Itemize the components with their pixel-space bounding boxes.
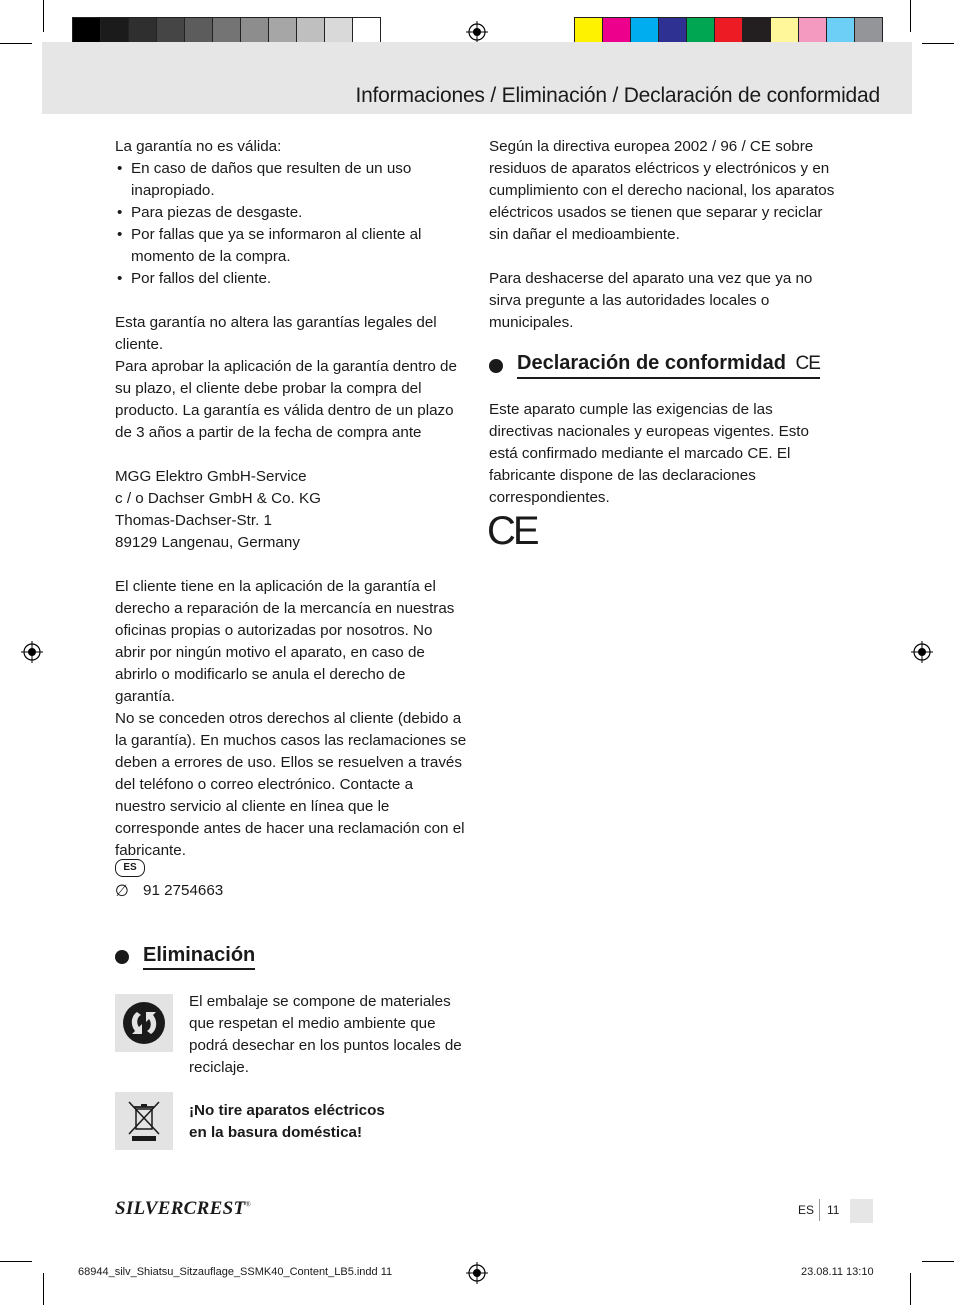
file-slug: 68944_silv_Shiatsu_Sitzauflage_SSMK40_Content_LB5.indd 11: [78, 1266, 393, 1278]
conformity-heading: [489, 352, 820, 379]
green-dot-recycling-icon: [115, 994, 173, 1052]
registration-mark-icon: [466, 1262, 488, 1284]
phone-number: 91 2754663: [143, 882, 224, 899]
color-swatch: [686, 17, 715, 45]
weee-warning-line: ¡No tire aparatos eléctricos: [189, 1102, 385, 1119]
address-line: c / o Dachser GmbH & Co. KG: [115, 490, 321, 507]
page-tab: [850, 1199, 873, 1223]
color-swatch: [714, 17, 743, 45]
color-swatch: [574, 17, 603, 45]
elimination-title: Eliminación: [143, 944, 255, 970]
color-swatch: [798, 17, 827, 45]
phone-icon: ∅: [115, 883, 129, 900]
print-datetime: 23.08.11 13:10: [801, 1266, 874, 1278]
color-swatch: [240, 17, 269, 45]
address-line: MGG Elektro GmbH-Service: [115, 468, 307, 485]
color-swatch: [770, 17, 799, 45]
registration-mark-icon: [466, 21, 488, 43]
color-swatch: [268, 17, 297, 45]
crop-mark: [0, 1261, 32, 1262]
registration-mark-icon: [21, 641, 43, 663]
elimination-heading: [115, 944, 255, 970]
warranty-invalid-title: La garantía no es válida:: [115, 138, 282, 155]
crop-mark: [910, 0, 911, 32]
list-item: • En caso de daños que resulten de un uso inapropiado.: [115, 158, 467, 202]
right-column: [489, 136, 841, 334]
bullet-dot-icon: [115, 950, 129, 964]
weee-warning: [189, 1100, 464, 1144]
ce-mark-small-icon: CE: [795, 353, 820, 374]
warranty-invalid-list: [115, 158, 467, 290]
weee-icon-box: [115, 1092, 173, 1150]
crop-mark: [910, 1273, 911, 1305]
color-swatch: [212, 17, 241, 45]
brand-logo: SILVERCREST®: [115, 1198, 251, 1219]
color-swatch: [324, 17, 353, 45]
color-swatch: [742, 17, 771, 45]
color-swatch: [854, 17, 883, 45]
apply-paragraph: Para aprobar la aplicación de la garantía dentro de su plazo, el cliente debe probar la compra del producto. La garantía es válida dentro de un plazo de 3 años a partir de la fecha de compra ante: [115, 358, 457, 441]
color-swatch: [826, 17, 855, 45]
color-swatch: [658, 17, 687, 45]
color-swatch: [100, 17, 129, 45]
list-item: • Para piezas de desgaste.: [115, 202, 467, 224]
process-color-bar: [575, 17, 883, 45]
left-column: [115, 136, 467, 862]
conformity-paragraph: Este aparato cumple las exigencias de las directivas nacionales y europeas vigentes. Esto está confirmado mediante el marcado CE. El fabricante dispone de las declaraciones correspondientes.: [489, 401, 809, 506]
no-rights-paragraph: No se conceden otros derechos al cliente (debido a la garantía). En muchos casos las reclamaciones se deben a errores de uso. Ellos se resuelven a través del teléfono o correo electrónico. Contacte a nuestro servicio al cliente en línea que le corresponde antes de hacer una reclamación con el fabricante.: [115, 710, 467, 859]
color-swatch: [156, 17, 185, 45]
bullet-dot-icon: [489, 359, 503, 373]
page-title: Informaciones / Eliminación / Declaración de conformidad: [355, 84, 880, 107]
conformity-title: Declaración de conformidad CE: [517, 352, 820, 379]
color-swatch: [352, 17, 381, 45]
rights-paragraph: El cliente tiene en la aplicación de la garantía el derecho a reparación de la mercancía en nuestras oficinas propias o autorizadas por nosotros. No abrir por ningún motivo el aparato, en caso de abrirlo o modificarlo se anula el derecho de garantía.: [115, 578, 455, 705]
registration-mark-icon: [911, 641, 933, 663]
address-line: 89129 Langenau, Germany: [115, 534, 300, 551]
directive-paragraph: Según la directiva europea 2002 / 96 / CE sobre residuos de aparatos eléctricos y electrónicos y en cumplimiento con el derecho nacional, los aparatos eléctricos usados se tienen que separar y reciclar sin dañar el medioambiente.: [489, 138, 835, 243]
weee-warning-line: en la basura doméstica!: [189, 1124, 363, 1141]
grayscale-color-bar: [73, 17, 381, 45]
color-swatch: [184, 17, 213, 45]
service-address: [115, 466, 467, 554]
color-swatch: [128, 17, 157, 45]
crop-mark: [0, 43, 32, 44]
recycling-icon-box: [115, 994, 173, 1052]
crossed-out-bin-icon: [115, 1092, 173, 1150]
color-swatch: [296, 17, 325, 45]
color-swatch: [630, 17, 659, 45]
crop-mark: [922, 43, 954, 44]
list-item: • Por fallos del cliente.: [115, 268, 467, 290]
page-language: ES: [798, 1203, 815, 1217]
crop-mark: [43, 1273, 44, 1305]
page-number: 11: [827, 1203, 840, 1217]
footer-divider: [819, 1199, 820, 1221]
crop-mark: [43, 0, 44, 32]
color-swatch: [72, 17, 101, 45]
crop-mark: [922, 1261, 954, 1262]
country-badge: ES: [115, 859, 145, 877]
color-swatch: [602, 17, 631, 45]
list-item: • Por fallas que ya se informaron al cliente al momento de la compra.: [115, 224, 467, 268]
ce-mark-icon: CE: [487, 509, 537, 553]
packaging-text: El embalaje se compone de materiales que respetan el medio ambiente que podrá desechar en los puntos locales de reciclaje.: [189, 993, 462, 1076]
legal-paragraph: Esta garantía no altera las garantías legales del cliente.: [115, 314, 437, 353]
dispose-paragraph: Para deshacerse del aparato una vez que ya no sirva pregunte a las autoridades locales o municipales.: [489, 270, 813, 331]
address-line: Thomas-Dachser-Str. 1: [115, 512, 272, 529]
